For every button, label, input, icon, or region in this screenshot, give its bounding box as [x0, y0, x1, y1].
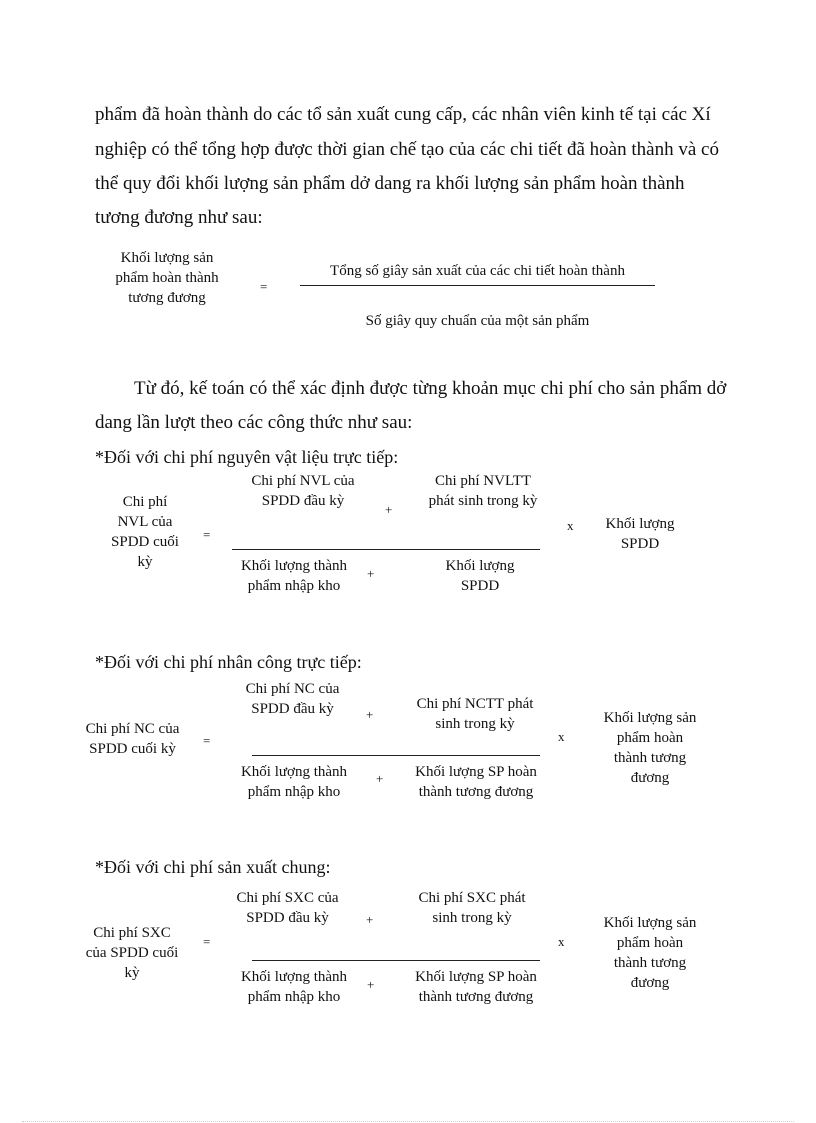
denominator-term-b: Khối lượng SP hoàn thành tương đương	[415, 764, 537, 800]
paragraph-line: Từ đó, kế toán có thể xác định được từng khoản mục chi phí cho sản phẩm dở	[134, 378, 727, 399]
section-heading: *Đối với chi phí nhân công trực tiếp:	[95, 652, 362, 672]
formula-right-term: Khối lượng sản phẩm hoàn thành tương đương	[603, 915, 697, 991]
fraction-bar	[300, 285, 655, 286]
page-bottom-rule	[22, 1121, 794, 1122]
denominator-term-a: Khối lượng thành phẩm nhập kho	[240, 969, 348, 1005]
numerator-term-a: Chi phí NC của SPDD đầu kỳ	[245, 681, 340, 717]
intro-line: tương đương như sau:	[95, 207, 263, 228]
formula-right-term: Khối lượng SPDD	[605, 516, 675, 552]
intro-line: phẩm đã hoàn thành do các tổ sản xuất cung cấp, các nhân viên kinh tế tại các Xí	[95, 104, 711, 125]
multiply-sign: x	[558, 729, 565, 744]
formula-left-term: Chi phí NVL của SPDD cuối kỳ	[111, 494, 179, 570]
plus-sign: +	[366, 912, 374, 927]
plus-sign: +	[367, 566, 375, 581]
formula-right-term: Khối lượng sản phẩm hoàn thành tương đương	[603, 710, 697, 786]
fraction-bar	[252, 960, 540, 961]
numerator-term-a: Chi phí NVL của SPDD đầu kỳ	[251, 473, 355, 509]
plus-sign: +	[366, 707, 374, 722]
denominator-term-a: Khối lượng thành phẩm nhập kho	[240, 558, 348, 594]
plus-sign: +	[376, 771, 384, 786]
equals-sign: =	[203, 527, 211, 542]
multiply-sign: x	[567, 518, 574, 533]
paragraph-line: dang lần lượt theo các công thức như sau:	[95, 412, 413, 433]
fraction-bar	[252, 755, 540, 756]
equals-sign: =	[203, 934, 211, 949]
plus-sign: +	[367, 977, 375, 992]
formula-left-term: Chi phí NC của SPDD cuối kỳ	[85, 721, 180, 757]
equals-sign: =	[203, 733, 211, 748]
numerator-term-b: Chi phí NVLTT phát sinh trong kỳ	[428, 473, 538, 509]
formula-left-term: Chi phí SXC của SPDD cuối kỳ	[85, 925, 179, 981]
denominator-term-a: Khối lượng thành phẩm nhập kho	[240, 764, 348, 800]
intro-line: thể quy đổi khối lượng sản phẩm dở dang ra khối lượng sản phẩm hoàn thành	[95, 173, 685, 194]
denominator-term-b: Khối lượng SPDD	[445, 558, 515, 594]
section-heading: *Đối với chi phí nguyên vật liệu trực tiếp:	[95, 447, 399, 467]
plus-sign: +	[385, 502, 393, 517]
denominator-term-b: Khối lượng SP hoàn thành tương đương	[415, 969, 537, 1005]
numerator-term-a: Chi phí SXC của SPDD đầu kỳ	[236, 890, 339, 926]
numerator-term-b: Chi phí SXC phát sinh trong kỳ	[418, 890, 526, 926]
formula-numerator: Tổng số giây sản xuất của các chi tiết hoàn thành	[330, 263, 625, 279]
section-heading: *Đối với chi phí sản xuất chung:	[95, 857, 331, 877]
formula-left-term: Khối lượng sản phẩm hoàn thành tương đương	[115, 250, 219, 306]
numerator-term-b: Chi phí NCTT phát sinh trong kỳ	[416, 696, 534, 732]
fraction-bar	[232, 549, 540, 550]
intro-line: nghiệp có thể tổng hợp được thời gian chế tạo của các chi tiết đã hoàn thành và có	[95, 139, 719, 160]
formula-denominator: Số giây quy chuẩn của một sản phẩm	[365, 313, 590, 329]
multiply-sign: x	[558, 934, 565, 949]
equals-sign: =	[260, 279, 268, 294]
